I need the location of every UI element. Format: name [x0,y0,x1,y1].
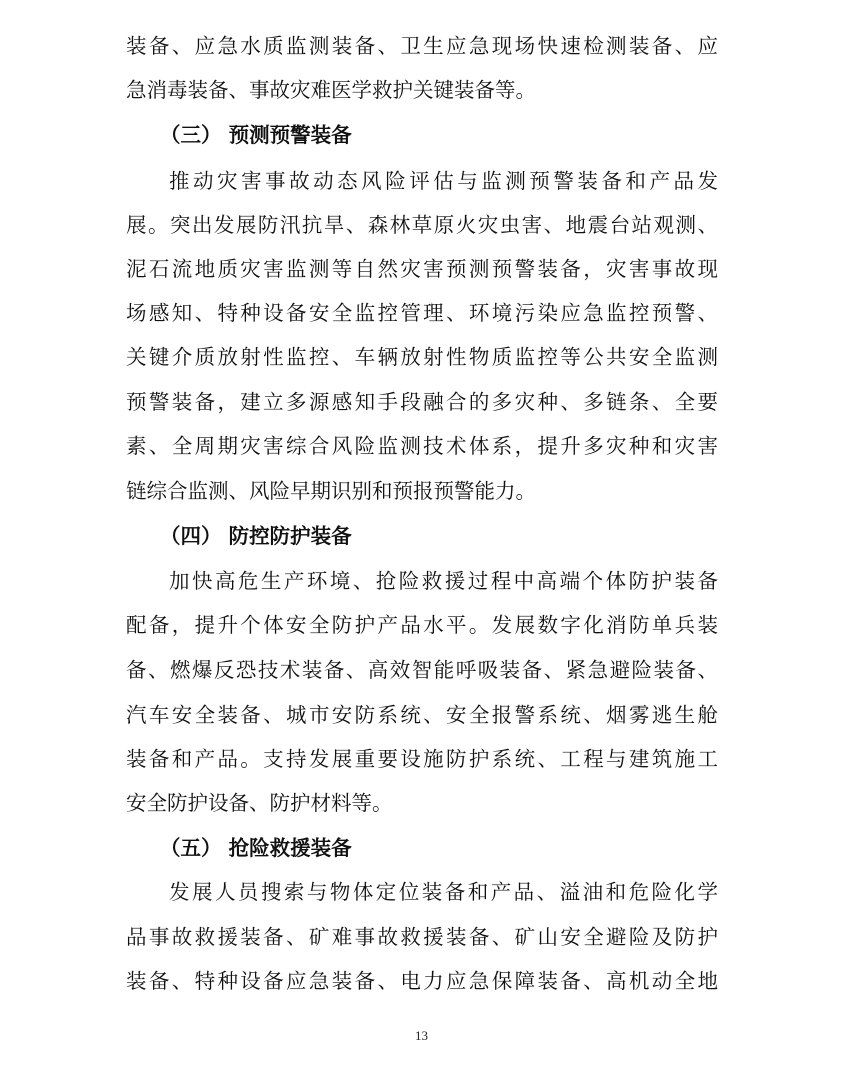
body-text-line: 素、全周期灾害综合风险监测技术体系，提升多灾种和灾害 [126,434,718,458]
body-text-line: 备、燃爆反恐技术装备、高效智能呼吸装备、紧急避险装备、 [126,658,718,682]
body-text-line: 品事故救援装备、矿难事故救援装备、矿山安全避险及防护 [126,925,718,949]
body-text-line: 关键介质放射性监控、车辆放射性物质监控等公共安全监测 [126,345,718,369]
body-text-line: 加快高危生产环境、抢险救援过程中高端个体防护装备 [169,569,718,593]
body-text-line: 展。突出发展防汛抗旱、森林草原火灾虫害、地震台站观测、 [126,213,718,237]
body-text-line: 推动灾害事故动态风险评估与监测预警装备和产品发 [169,169,718,193]
body-text-line: 链综合监测、风险早期识别和预报预警能力。 [126,479,536,503]
page-number: 13 [415,1028,428,1043]
body-text-line: 安全防护设备、防护材料等。 [126,791,393,815]
body-text-line: 配备，提升个体安全防护产品水平。发展数字化消防单兵装 [126,613,718,637]
body-text-line: 发展人员搜索与物体定位装备和产品、溢油和危险化学 [169,880,718,904]
body-text-line: 急消毒装备、事故灾难医学救护关键装备等。 [126,78,536,102]
section-heading-4: （四） 防控防护装备 [160,524,352,548]
body-text-line: 装备和产品。支持发展重要设施防护系统、工程与建筑施工 [126,747,718,771]
body-text-line: 泥石流地质灾害监测等自然灾害预测预警装备，灾害事故现 [126,257,718,281]
body-text-line: 预警装备，建立多源感知手段融合的多灾种、多链条、全要 [126,390,718,414]
section-heading-3: （三） 预测预警装备 [160,123,352,147]
body-text-line: 汽车安全装备、城市安防系统、安全报警系统、烟雾逃生舱 [126,703,718,727]
body-text-line: 场感知、特种设备安全监控管理、环境污染应急监控预警、 [126,301,718,325]
section-heading-5: （五） 抢险救援装备 [160,836,352,860]
body-text-line: 装备、应急水质监测装备、卫生应急现场快速检测装备、应 [126,34,718,58]
body-text-line: 装备、特种设备应急装备、电力应急保障装备、高机动全地 [126,969,718,993]
